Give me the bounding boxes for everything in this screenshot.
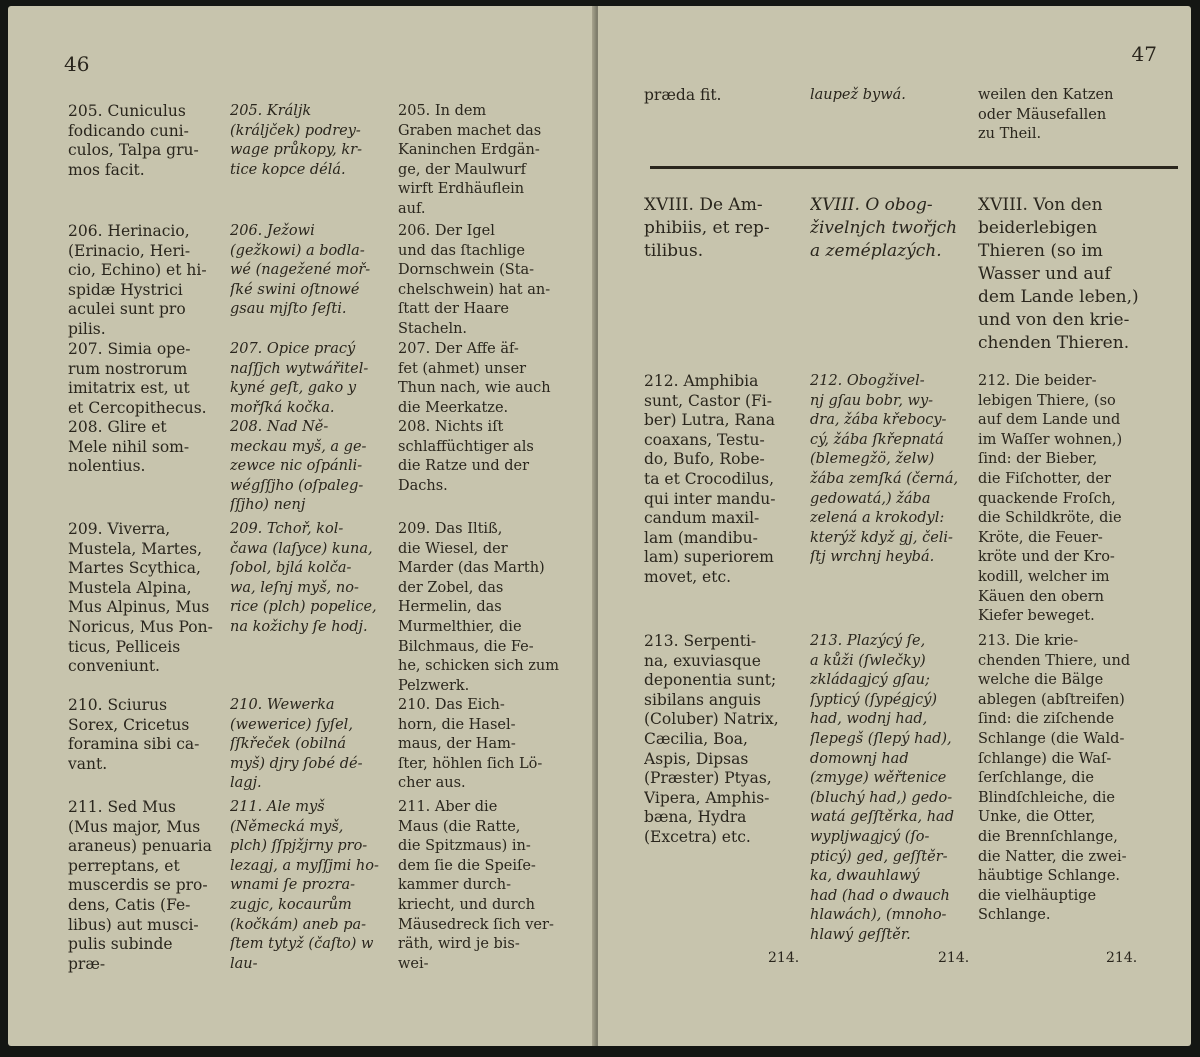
german-entry-211: 211. Aber die Maus (die Ratte, die Spitzmaus) in- dem ſie die Speiſe- kammer durch- kriecht, und durch Mäusedreck ſich ver- räth, wird je bis- wei- (398, 799, 554, 972)
german-entry-209: 209. Das Iltiß, die Wiesel, der Marder (das Marth) der Zobel, das Hermelin, das Murmelthier, die Bilchmaus, die Fe- he, schicken sich zum Pelzwerk. (398, 521, 559, 694)
czech-entry-211: 211. Ale myš (Německá myš, plch) ſſpjžjrny pro- lezagj, a myſſjmi ho- wnami ſe prozra- zugjc, kocaurům (kočkám) aneb pa- ſtem tytyž (čaſto) w lau- (230, 799, 379, 972)
czech-entry-210: 210. Wewerka (wewerice) ſyſel, ſſkřeček (obilná myš) djry ſobé dé- lagj. (230, 697, 363, 792)
german-entry-212: 212. Die beider- lebigen Thiere, (so auf dem Lande und im Waſſer wohnen,) ſind: der Bieber, die Fiſchotter, der quackende Froſch, die Schildkröte, die Kröte, die Feuer- kröte und der Kro- kodill, welcher im Käuen den obern Kiefer beweget. (978, 373, 1123, 625)
page-number-left: 46 (64, 52, 90, 76)
latin-entry-213: 213. Serpenti- na, exuviasque deponentia sunt; sibilans anguis (Coluber) Natrix, Cæcilia, Boa, Aspis, Dipsas (Præster) Ptyas, Vipera, Amphis- bæna, Hydra (Excetra) etc. (644, 632, 779, 846)
czech-entry-206: 206. Ježowi (gežkowi) a bodla- wé (nagežené moř- ſké swini oſtnowé gsau mjſto ſeſti. (230, 223, 371, 318)
catchword-czech: 214. (938, 950, 970, 966)
latin-entry-209: 209. Viverra, Mustela, Martes, Martes Scythica, Mustela Alpina, Mus Alpinus, Mus Noricus, Mus Pon- ticus, Pelliceis conveniunt. (68, 520, 213, 676)
catchword-latin: 214. (768, 950, 800, 966)
german-entry-206: 206. Der Igel und das ſtachlige Dornschwein (Sta- chelschwein) hat an- ſtatt der Haare Stacheln. (398, 223, 551, 337)
latin-entry-212: 212. Amphibia sunt, Castor (Fi- ber) Lutra, Rana coaxans, Testu- do, Bufo, Robe- ta et Crocodilus, qui inter mandu- candum maxil- lam (mandibu- lam) superiorem movet, etc. (644, 372, 776, 586)
german-entry-205: 205. In dem Graben machet das Kaninchen Erdgän- ge, der Maulwurf wirft Erdhäuflein auf. (398, 103, 542, 217)
czech-entry-209: 209. Tchoř, kol- čawa (laſyce) kuna, ſobol, bjlá kolča- wa, leſnj myš, no- rice (plch) popelice, na kožichy ſe hodj. (230, 521, 377, 635)
german-entry-208: 208. Nichts iſt schlaffüchtiger als die Ratze und der Dachs. (398, 419, 534, 494)
czech-entry-213: 213. Plazýcý ſe, a kůži (ſwlečky) zkládagjcý gſau; ſypticý (ſypégjcý) had, wodnj had, ſlepegš (ſlepý had), domownj had (zmyge) wěřtenice (bluchý had,) gedo- watá geſſtěrka, had wypljwagjcý (ſo- pticý) ged, geſſtěr- ka, dwauhlawý had (had o dwauch hlawách), (mnoho- hlawý geſſtěr. (810, 633, 954, 943)
german-entry-213: 213. Die krie- chenden Thiere, und welche die Bälge ablegen (abſtreifen) ſind: die ziſchende Schlange (die Wald- ſchlange) die Waſ- ſerſchlange, die Blindſchleiche, die Unke, die Otter, die Brennſchlange, die Natter, die zwei- häubtige Schlange. die vielhäuptige Schlange. (978, 633, 1131, 924)
latin-entry-206: 206. Herinacio, (Erinacio, Heri- cio, Echino) et hi- spidæ Hystrici aculei sunt pro pilis. (68, 222, 207, 338)
german-entry-210: 210. Das Eich- horn, die Hasel- maus, der Ham- ſter, höhlen ſich Lö- cher aus. (398, 697, 543, 792)
german-continuation: weilen den Katzen oder Mäusefallen zu Theil. (978, 87, 1114, 143)
czech-section-heading: XVIII. O obog- živelnjch twořjch a zeméplazých. (810, 195, 958, 261)
latin-entry-207: 207. Simia ope- rum nostrorum imitatrix est, ut et Cercopithecus. (68, 340, 207, 417)
left-page (8, 6, 595, 1046)
german-entry-207: 207. Der Affe äf- fet (ahmet) unser Thun nach, wie auch die Meerkatze. (398, 341, 551, 416)
right-page (598, 6, 1191, 1046)
czech-continuation: laupež bywá. (810, 87, 906, 103)
catchword-german: 214. (1106, 950, 1138, 966)
section-divider-rule (650, 166, 1178, 169)
latin-entry-205: 205. Cuniculus fodicando cuni- culos, Talpa gru- mos facit. (68, 102, 199, 179)
czech-entry-212: 212. Obogživel- nj gſau bobr, wy- dra, žába křebocy- cý, žába ſkřepnatá (blemegžö, želw) žába zemſká (černá, gedowatá,) žába zelená a krokodyl: kterýž když gj, čeli- ſtj wrchnj heybá. (810, 373, 959, 566)
czech-entry-207: 207. Opice pracý naſſjch wytwářitel- kyné geſt, gako y mořſká kočka. (230, 341, 369, 416)
latin-entry-208: 208. Glire et Mele nihil som- nolentius. (68, 418, 190, 476)
german-section-heading: XVIII. Von den beiderlebigen Thieren (so im Wasser und auf dem Lande leben,) und von den krie- chenden Thieren. (978, 195, 1139, 353)
latin-entry-211: 211. Sed Mus (Mus major, Mus araneus) penuaria perreptans, et muscerdis se pro- dens, Catis (Fe- libus) aut musci- pulis subinde præ- (68, 798, 212, 973)
czech-entry-205: 205. Králjk (králjček) podrey- wage průkopy, kr- tice kopce délá. (230, 103, 362, 178)
latin-entry-210: 210. Sciurus Sorex, Cricetus foramina sibi ca- vant. (68, 696, 200, 773)
czech-entry-208: 208. Nad Ně- meckau myš, a ge- zewce nic oſpánli- wégſſjho (oſpaleg- ſſjho) nenj (230, 419, 367, 514)
latin-continuation: præda fit. (644, 86, 722, 104)
latin-section-heading: XVIII. De Am- phibiis, et rep- tilibus. (644, 195, 770, 261)
page-number-right: 47 (1131, 42, 1157, 66)
